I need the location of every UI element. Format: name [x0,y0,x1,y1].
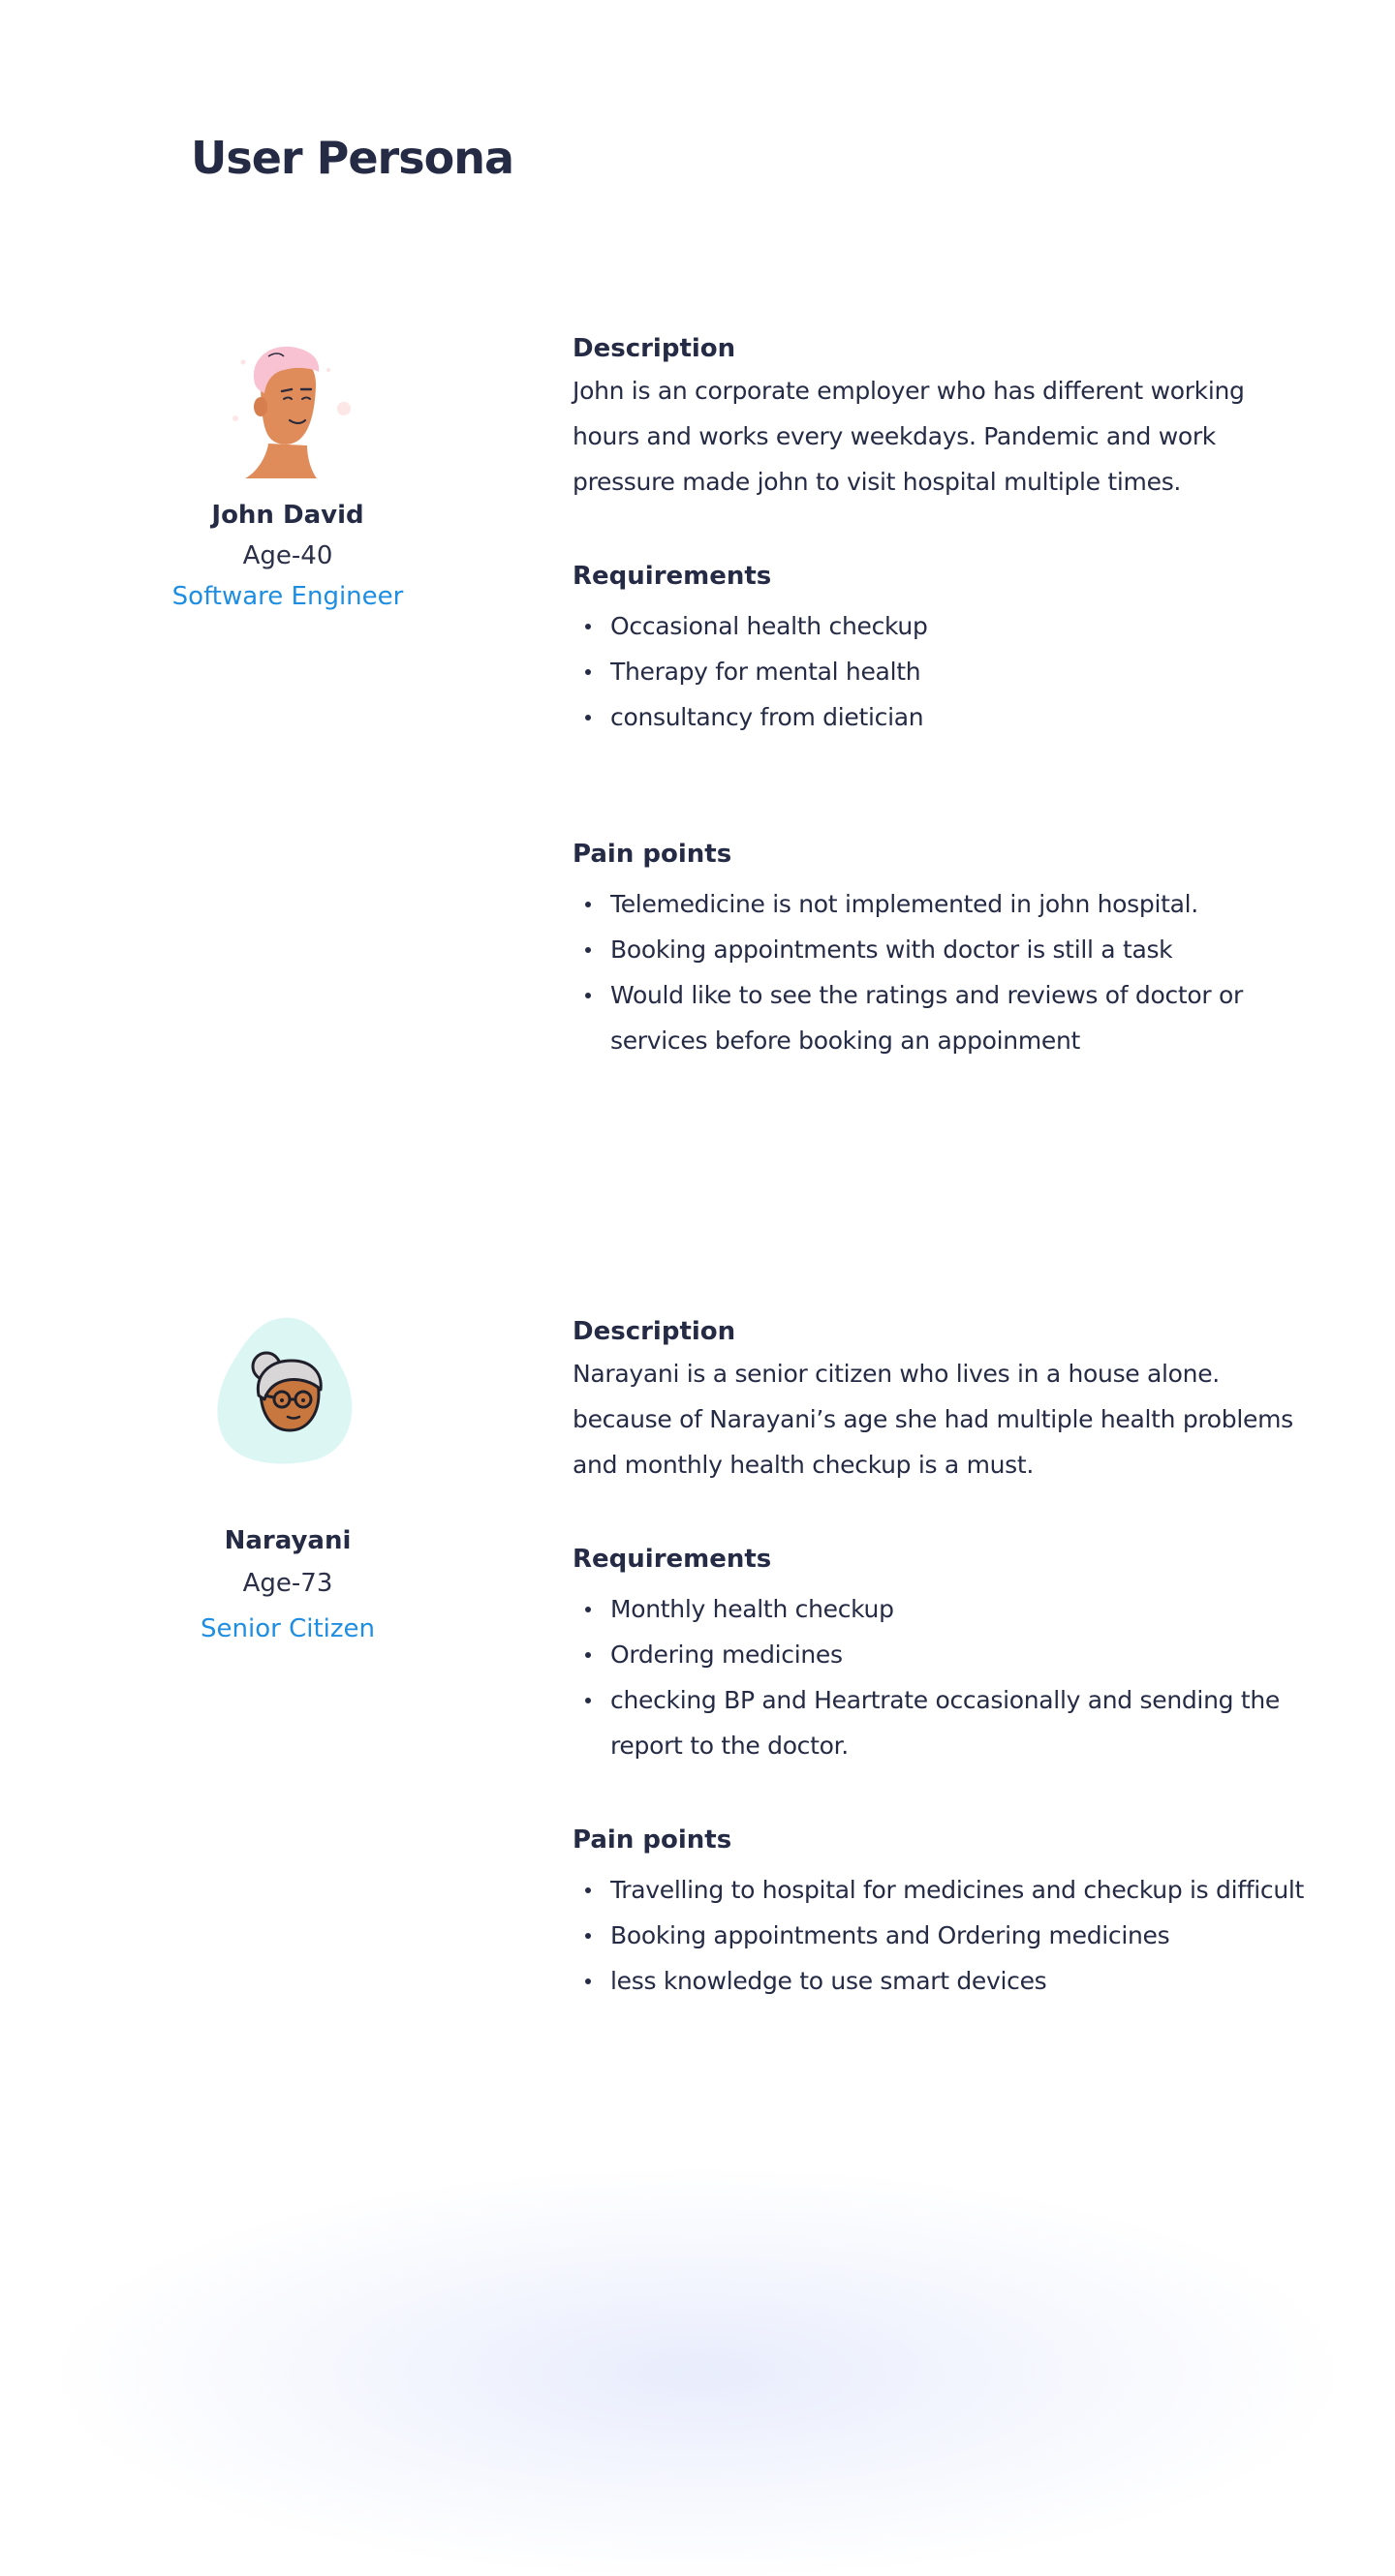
list-item [573,881,1309,927]
requirements-section [573,557,1309,740]
bullet-icon [585,1887,591,1893]
description-section [573,1312,1309,1487]
requirements-heading: Requirements [573,562,772,591]
requirements-list [573,603,1309,740]
bullet-icon [585,1607,591,1612]
pain-points-section [573,1821,1309,2004]
list-item [573,694,1309,740]
list-item-text: Booking appointments and Ordering medicines [610,1921,1170,1949]
requirements-section [573,1540,1309,1768]
persona-details [573,1312,1309,2004]
persona-age: Age-73 [242,1569,333,1598]
bullet-icon [585,715,591,721]
persona-name: John David [211,501,364,530]
pain-points-list [573,881,1309,1063]
pain-points-list [573,1867,1309,2004]
pain-points-heading: Pain points [573,1825,732,1855]
bullet-icon [585,624,591,629]
persona-age: Age-40 [242,541,333,570]
persona-role: Software Engineer [171,582,404,611]
pain-points-heading: Pain points [573,840,732,869]
bullet-icon [585,669,591,675]
list-item [573,649,1309,694]
list-item-text: Therapy for mental health [610,658,921,686]
description-text: John is an corporate employer who has different working hours and works every weekdays. Pandemic and work pressure made john to visit hospital multiple times. [573,377,1245,496]
list-item-text: Monthly health checkup [610,1595,894,1623]
bullet-icon [585,1933,591,1939]
list-item-text: Ordering medicines [610,1641,843,1669]
list-item-text: checking BP and Heartrate occasionally and sending the report to the doctor. [610,1686,1280,1760]
list-item [573,1958,1309,2004]
pain-points-section [573,835,1309,1063]
bullet-icon [585,1652,591,1658]
description-text: Narayani is a senior citizen who lives in a house alone. because of Narayani’s age she had multiple health problems and monthly health checkup is a must. [573,1360,1293,1479]
list-item-text: less knowledge to use smart devices [610,1967,1047,1995]
page-title: User Persona [191,132,513,184]
bullet-icon [585,947,591,953]
list-item [573,1586,1309,1632]
young-man-pink-hair-avatar-icon [210,329,365,484]
list-item [573,972,1309,1063]
bullet-icon [585,993,591,998]
bullet-icon [585,1978,591,1984]
description-heading: Description [573,1317,736,1346]
persona-details [573,329,1309,1063]
list-item [573,1632,1309,1677]
list-item-text: Occasional health checkup [610,612,928,640]
background-glow [58,2169,1337,2576]
persona-profile [142,329,433,616]
bullet-icon [585,1698,591,1703]
requirements-list [573,1586,1309,1768]
description-heading: Description [573,334,736,363]
persona-role: Senior Citizen [201,1614,375,1643]
persona-profile [142,1312,433,1651]
list-item-text: consultancy from dietician [610,703,924,731]
list-item [573,1913,1309,1958]
persona-name: Narayani [224,1526,352,1555]
bullet-icon [585,902,591,907]
list-item [573,603,1309,649]
list-item [573,927,1309,972]
elderly-woman-glasses-avatar-icon [210,1312,365,1467]
list-item [573,1677,1309,1768]
list-item-text: Would like to see the ratings and reviews of doctor or services before booking an appoinment [610,981,1244,1055]
description-section [573,329,1309,505]
list-item-text: Booking appointments with doctor is still a task [610,935,1173,964]
list-item [573,1867,1309,1913]
list-item-text: Telemedicine is not implemented in john hospital. [610,890,1198,918]
requirements-heading: Requirements [573,1545,772,1574]
list-item-text: Travelling to hospital for medicines and checkup is difficult [610,1876,1305,1904]
